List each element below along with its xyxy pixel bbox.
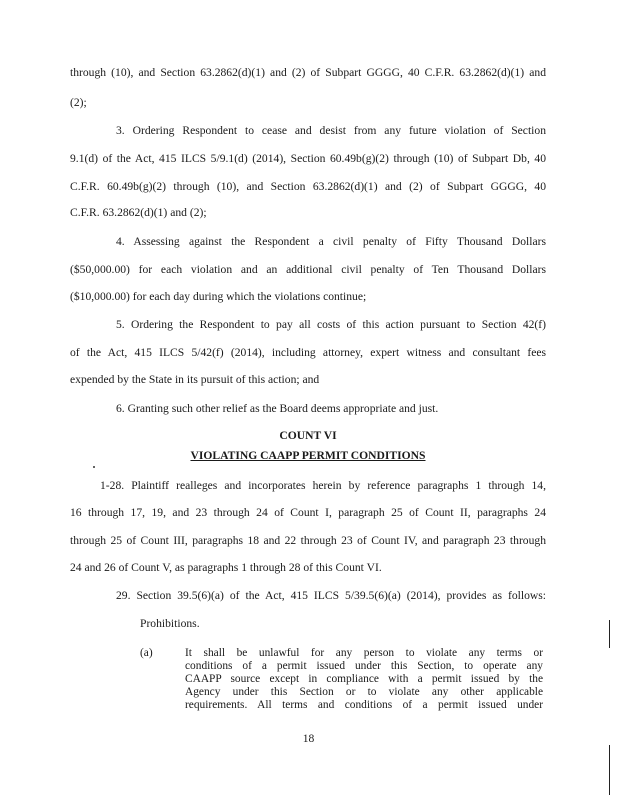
paragraph-3-first-line: 3. Ordering Respondent to cease and desist from any future violation of Section — [116, 124, 546, 137]
quote-line: Agency under this Section or to violate any other applicable — [185, 686, 543, 698]
body-line: 24 and 26 of Count V, as paragraphs 1 through 28 of this Count VI. — [70, 561, 382, 574]
body-line: through 25 of Count III, paragraphs 18 and 22 through 23 of Count IV, and paragraph 23 through — [70, 534, 546, 547]
scan-artifact — [93, 466, 95, 468]
quote-line: It shall be unlawful for any person to violate any terms or — [185, 647, 543, 659]
body-line: expended by the State in its pursuit of this action; and — [70, 373, 320, 386]
paragraph-6-line: 6. Granting such other relief as the Board deems appropriate and just. — [116, 402, 439, 415]
paragraph-29-line: 29. Section 39.5(6)(a) of the Act, 415 ILCS 5/39.5(6)(a) (2014), provides as follows: — [116, 589, 546, 602]
count-title: VIOLATING CAAPP PERMIT CONDITIONS — [190, 449, 426, 462]
scan-artifact — [609, 745, 610, 795]
body-line: of the Act, 415 ILCS 5/42(f) (2014), including attorney, expert witness and consultant fees — [70, 346, 546, 359]
quote-line: CAAPP source except in compliance with a permit issued by the — [185, 673, 543, 685]
page-number: 18 — [302, 732, 315, 745]
body-line: through (10), and Section 63.2862(d)(1) and (2) of Subpart GGGG, 40 C.F.R. 63.2862(d)(1) and — [70, 66, 546, 79]
count-paragraph-first-line: 1-28. Plaintiff realleges and incorporates herein by reference paragraphs 1 through 14, — [100, 479, 546, 492]
quote-line: conditions of a permit issued under this Section, to operate any — [185, 660, 543, 672]
quote-item-label: (a) — [140, 647, 153, 659]
paragraph-4-first-line: 4. Assessing against the Respondent a civil penalty of Fifty Thousand Dollars — [116, 235, 546, 248]
count-heading: COUNT VI — [279, 429, 337, 442]
quote-line: requirements. All terms and conditions of a permit issued under — [185, 699, 543, 711]
paragraph-5-first-line: 5. Ordering the Respondent to pay all costs of this action pursuant to Section 42(f) — [116, 318, 546, 331]
body-line: 9.1(d) of the Act, 415 ILCS 5/9.1(d) (2014), Section 60.49b(g)(2) through (10) of Subpart Db, 40 — [70, 152, 546, 165]
body-line: (2); — [70, 96, 87, 109]
body-line: 16 through 17, 19, and 23 through 24 of Count I, paragraph 25 of Count II, paragraphs 24 — [70, 506, 546, 519]
body-line: ($10,000.00) for each day during which the violations continue; — [70, 290, 367, 303]
prohibitions-label: Prohibitions. — [140, 617, 200, 630]
scan-artifact — [609, 620, 610, 648]
body-line: C.F.R. 63.2862(d)(1) and (2); — [70, 206, 207, 219]
body-line: ($50,000.00) for each violation and an additional civil penalty of Ten Thousand Dollars — [70, 263, 546, 276]
body-line: C.F.R. 60.49b(g)(2) through (10), and Section 63.2862(d)(1) and (2) of Subpart GGGG, 40 — [70, 180, 546, 193]
